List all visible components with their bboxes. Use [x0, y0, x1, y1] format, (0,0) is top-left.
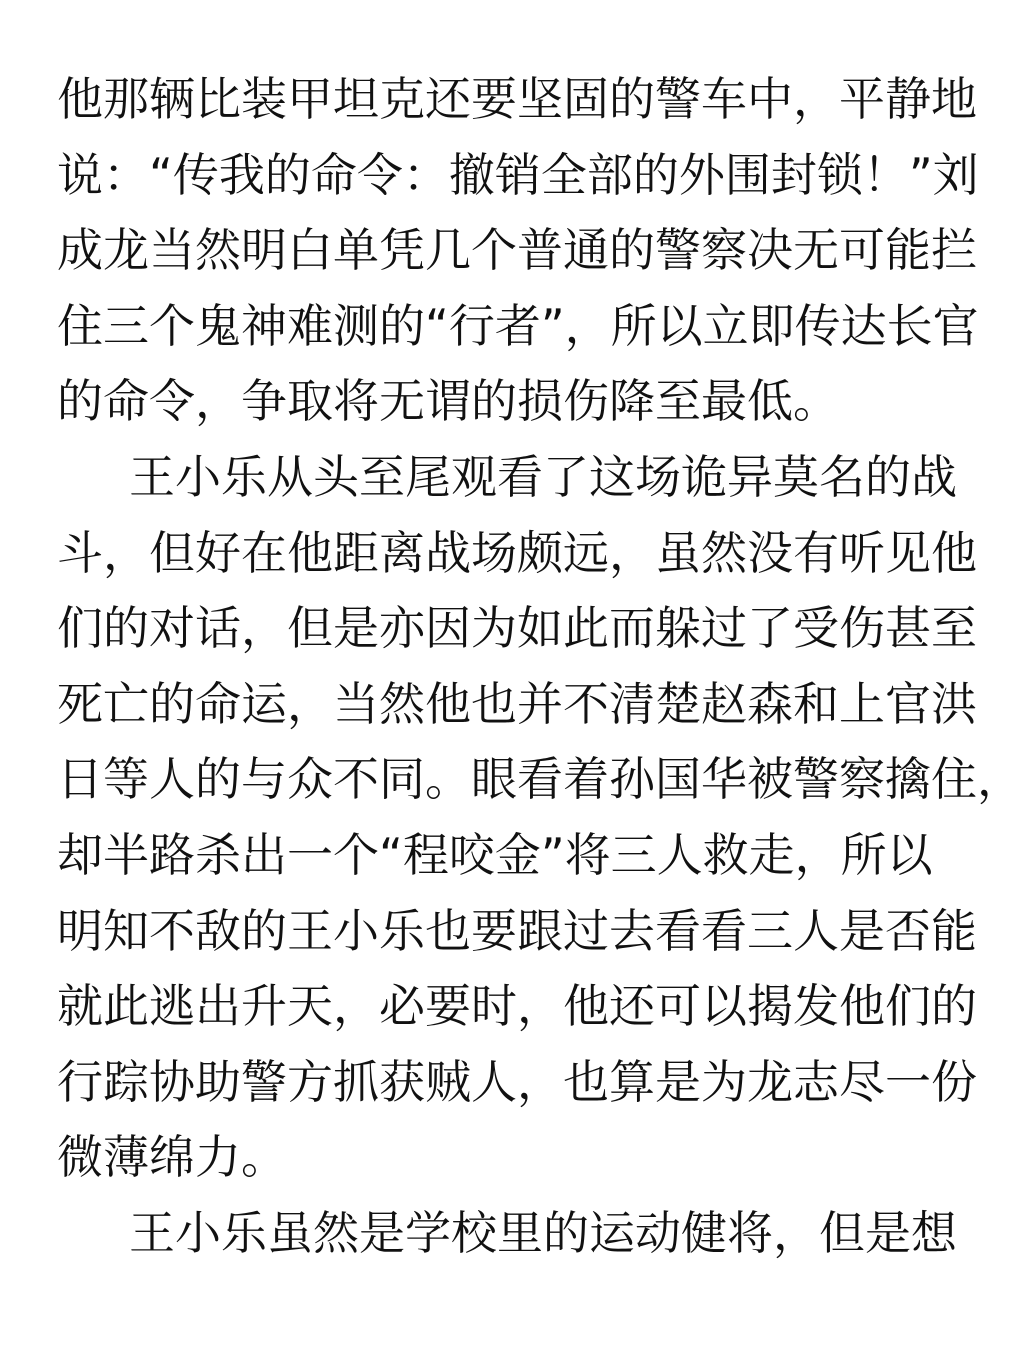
paragraph: [57, 1196, 957, 1272]
text-line: 行踪协助警方抓获贼人，也算是为龙志尽一份: [57, 1054, 977, 1109]
text-line: 们的对话，但是亦因为如此而躲过了受伤甚至: [57, 601, 977, 656]
text-line: 日等人的与众不同。眼看着孙国华被警察擒住，: [57, 752, 1023, 807]
text-line: 的命令，争取将无谓的损伤降至最低。: [57, 374, 839, 429]
text-line: 王小乐从头至尾观看了这场诡异莫名的战: [129, 449, 957, 504]
text-line: 就此逃出升天，必要时，他还可以揭发他们的: [57, 979, 977, 1034]
text-line: 死亡的命运，当然他也并不清楚赵森和上官洪: [57, 676, 977, 731]
text-body: [57, 62, 1023, 1272]
text-line: 微薄绵力。: [57, 1130, 287, 1185]
text-line: 明知不敌的王小乐也要跟过去看看三人是否能: [57, 903, 977, 958]
text-line: 成龙当然明白单凭几个普通的警察决无可能拦: [57, 223, 977, 278]
text-line: 他那辆比装甲坦克还要坚固的警车中，平静地: [57, 72, 977, 126]
paragraph: [57, 62, 979, 440]
text-line: 斗，但好在他距离战场颇远，虽然没有听见他: [57, 525, 977, 580]
paragraph: [57, 440, 1023, 1196]
text-line: 王小乐虽然是学校里的运动健将，但是想: [129, 1205, 957, 1260]
text-line: 却半路杀出一个“程咬金”将三人救走，所以: [57, 827, 933, 882]
text-line: 住三个鬼神难测的“行者”，所以立即传达长官: [57, 298, 979, 353]
text-line: 说：“传我的命令：撤销全部的外围封锁！”刘: [57, 147, 979, 202]
